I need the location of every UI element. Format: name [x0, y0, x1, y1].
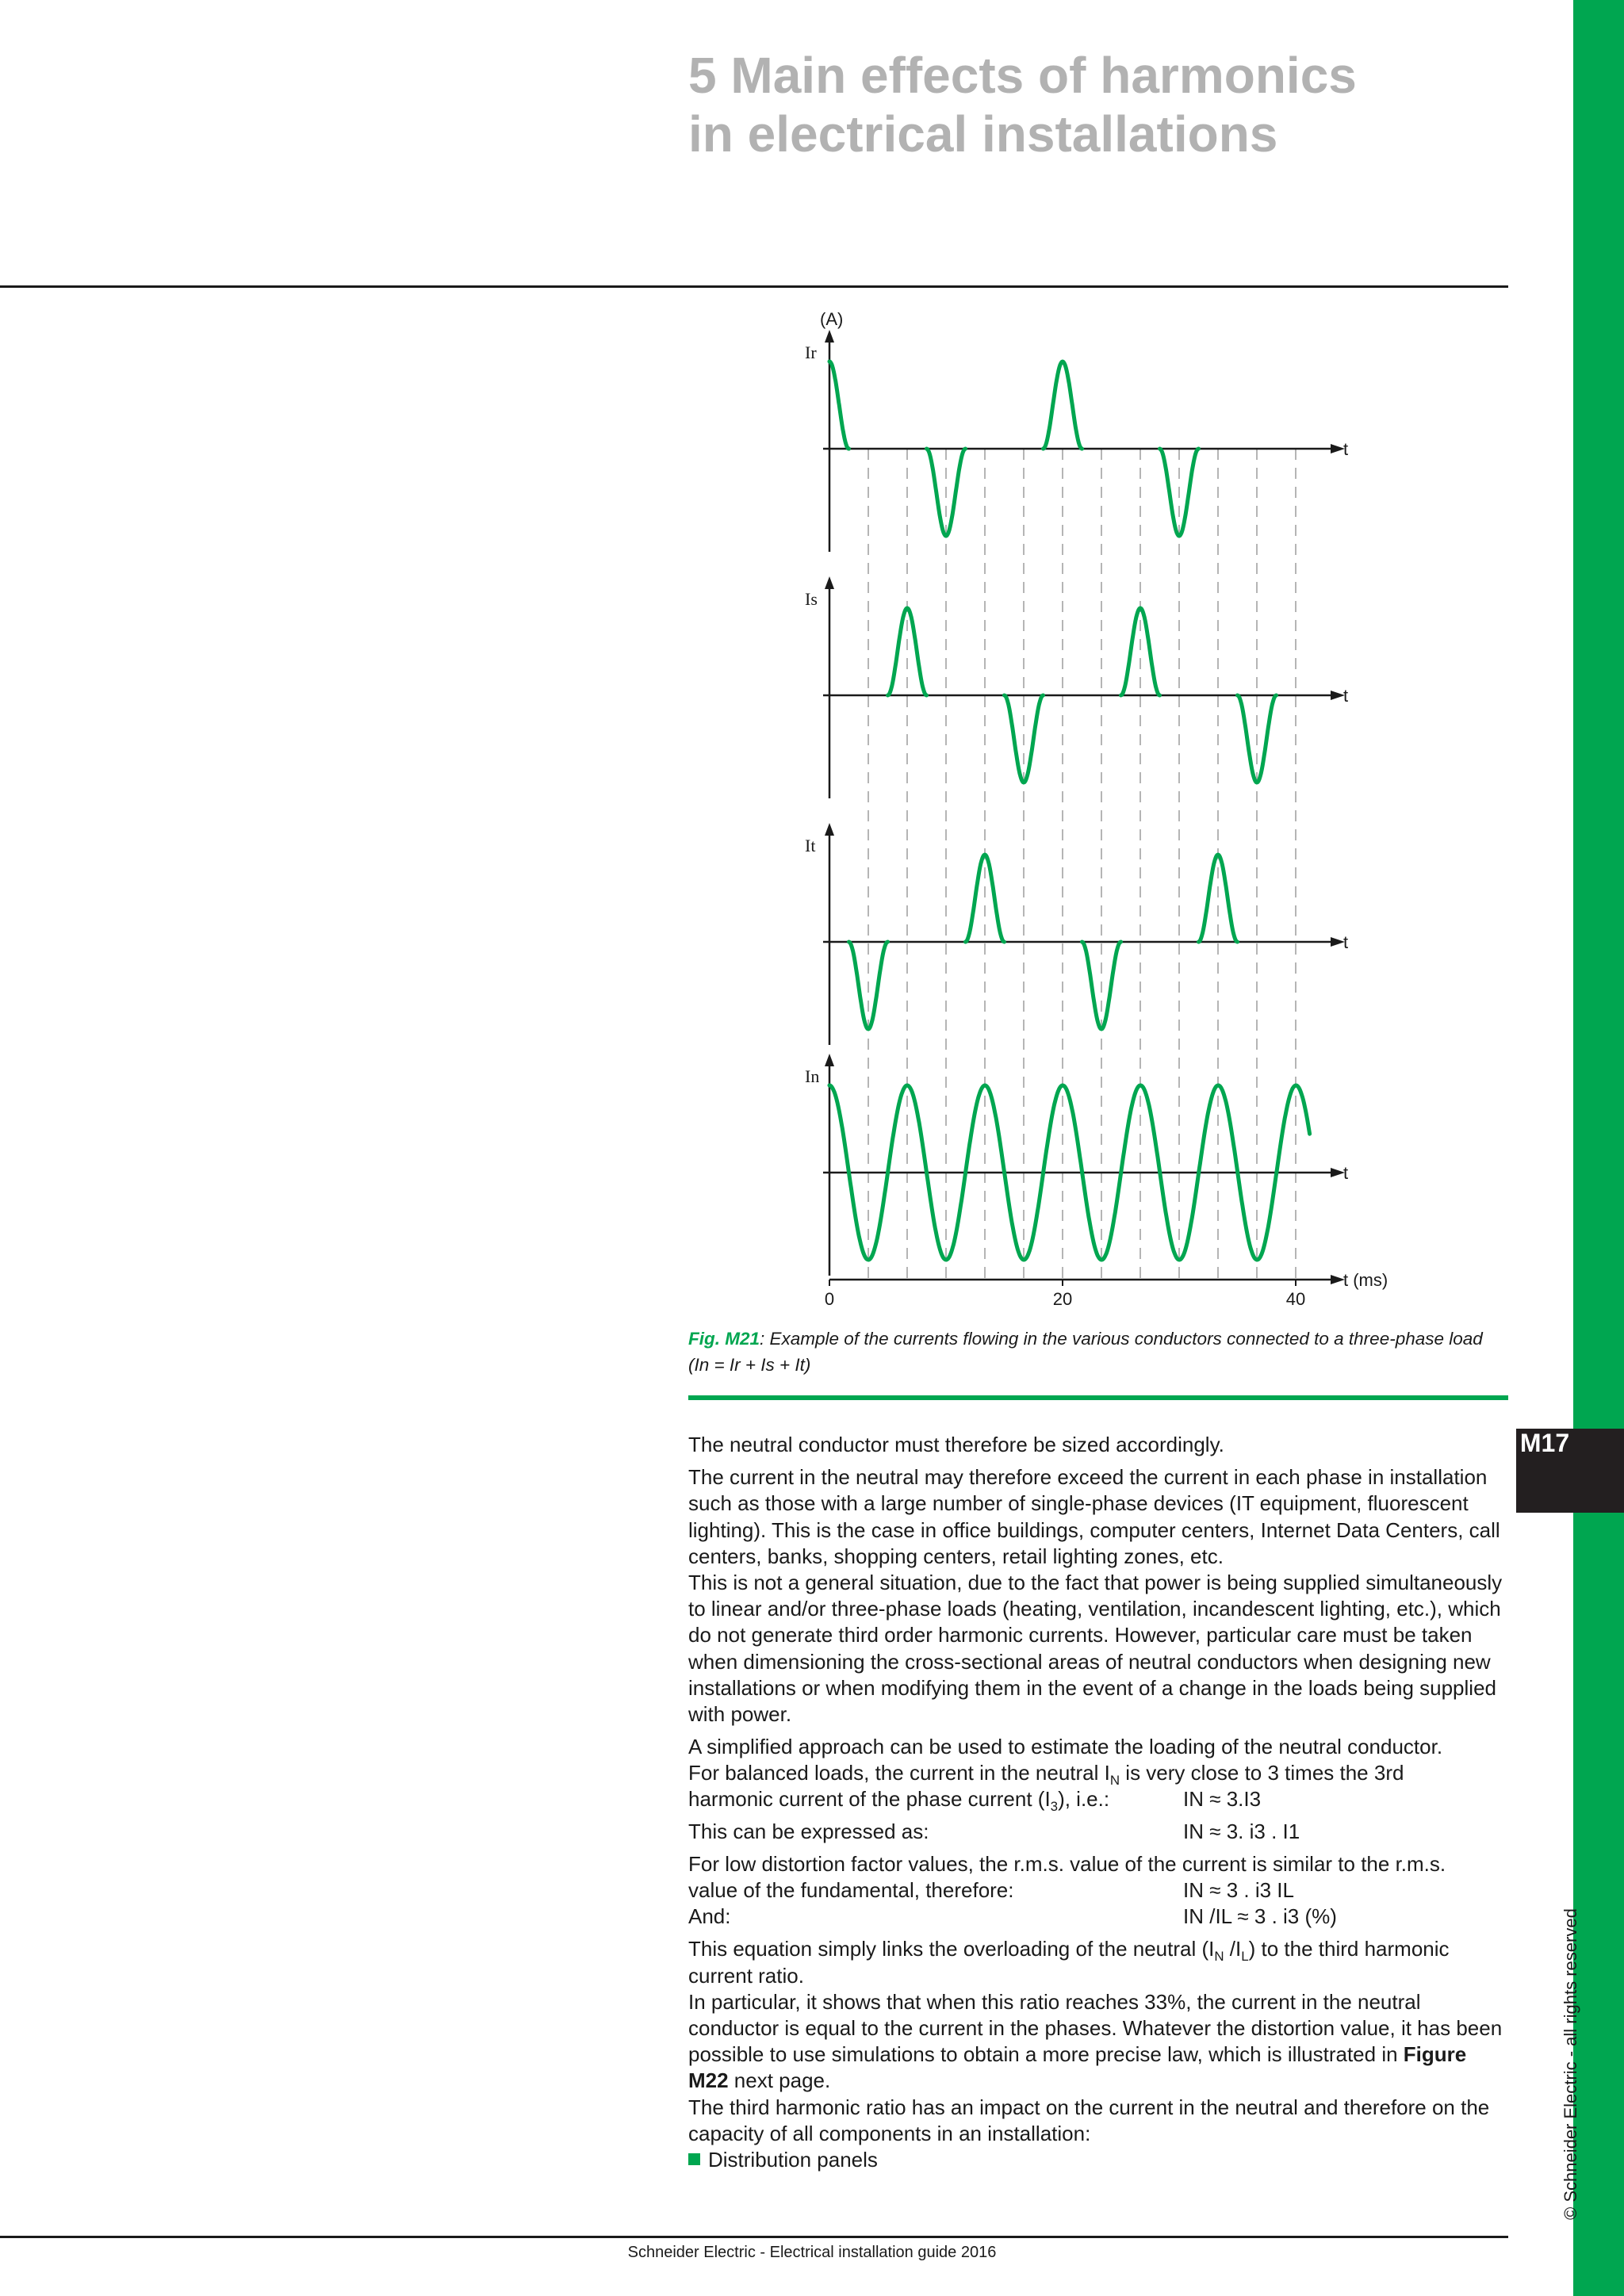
paragraph-4-line1: A simplified approach can be used to estimate the loading of the neutral conductor.	[688, 1735, 1443, 1759]
series-label-In: In	[805, 1066, 820, 1086]
equation-row-1: harmonic current of the phase current $(I_3)$, i.e.: IN ≈ 3.I3	[688, 1787, 1262, 1815]
page-number-tab: M17	[1516, 1429, 1624, 1513]
tick-label-0: 0	[824, 1289, 835, 1309]
paragraph-8: The third harmonic ratio has an impact on the current in the neutral and therefore on the capacity of all components in an installation:	[688, 2095, 1490, 2145]
paragraph-6: This equation simply links the overloading of the neutral ($I_N$ $/I_L$) to the third harmonic current ratio.	[688, 1937, 1450, 1988]
series-label-It: It	[805, 836, 816, 855]
bullet-square-icon	[688, 2153, 700, 2165]
paragraph-7: In particular, it shows that when this ratio reaches 33%, the current in the neutral conductor is equal to the current in the phases. Whatever the distortion value, it has been possible to use simulations to obtain a more precise law, which is illustrated in Figure M22 next page.	[688, 1989, 1503, 2093]
copyright-notice: © Schneider Electric - all rights reserved	[1561, 1908, 1580, 2220]
tick-label-40: 40	[1285, 1289, 1306, 1309]
footer-rule	[0, 2236, 1508, 2238]
y-axis-arrow-In	[825, 1054, 834, 1066]
figure-m21	[761, 301, 1427, 1316]
paragraph-5-line1: For low distortion factor values, the r.m.s. value of the current is similar to the r.m.s.	[688, 1852, 1446, 1877]
chapter-title-line1: 5 Main effects of harmonics	[688, 47, 1357, 104]
equation-4: IN /IL ≈ 3 . i3 (%)	[1183, 1904, 1337, 1929]
figure-caption	[688, 1326, 1508, 1378]
chapter-title	[688, 46, 1357, 163]
x-axis-end-label-It: t	[1343, 932, 1349, 952]
y-axis-arrow-Ir	[825, 330, 834, 342]
paragraph-4-line2: For balanced loads, the current in the neutral $I_N$ is very close to 3 times the 3rd	[688, 1761, 1404, 1789]
series-label-Ir: Ir	[805, 342, 817, 362]
y-axis-arrow-Is	[825, 576, 834, 589]
equation-row-4: And: IN /IL ≈ 3 . i3 (%)	[688, 1904, 1508, 1930]
x-axis-end-label-Ir: t	[1343, 439, 1349, 459]
figure-label: Fig. M21	[688, 1329, 760, 1349]
body-text	[688, 1432, 1508, 2173]
equation-1: IN ≈ 3.I3	[1183, 1787, 1262, 1812]
paragraph-2: The current in the neutral may therefore exceed the current in each phase in installation such as those with a large number of single-phase devices (IT equipment, fluorescent lighting). This is the case in office buildings, computer centers, Internet Data Centers, call centers, banks, shopping centers, retail lighting zones, etc.	[688, 1465, 1500, 1568]
equation-row-2: This can be expressed as: IN ≈ 3. i3 . I1	[688, 1819, 1508, 1845]
figure-reference: Figure M22	[688, 2042, 1467, 2093]
caption-rule	[688, 1395, 1508, 1400]
bullet-item: Distribution panels	[688, 2147, 1508, 2173]
x-axis-end-label-Is: t	[1343, 686, 1349, 706]
caption-text: : Example of the currents flowing in the various conductors connected to a three-phase load (In = Ir + Is + It)	[688, 1329, 1483, 1375]
y-axis-arrow-It	[825, 823, 834, 836]
paragraph-1: The neutral conductor must therefore be sized accordingly.	[688, 1433, 1224, 1456]
time-axis-label: t (ms)	[1343, 1270, 1388, 1290]
equation-3: IN ≈ 3 . i3 IL	[1183, 1878, 1294, 1903]
x-axis-end-label-In: t	[1343, 1163, 1349, 1183]
equation-row-3: value of the fundamental, therefore: IN ≈ 3 . i3 IL	[688, 1877, 1508, 1904]
paragraph-3: This is not a general situation, due to the fact that power is being supplied simultaneously to linear and/or three-phase loads (heating, ventilation, incandescent lighting, etc.), which do not generate third order harmonic currents. However, particular care must be taken when dimensioning the cross-sectional areas of neutral conductors when designing new installations or when modifying them in the event of a change in the loads being supplied with power.	[688, 1571, 1503, 1727]
footer-text: Schneider Electric - Electrical installation guide 2016	[627, 2244, 997, 2261]
chapter-title-line2: in electrical installations	[688, 105, 1278, 163]
series-label-Is: Is	[805, 589, 818, 609]
unit-label: (A)	[820, 309, 844, 329]
header-rule	[0, 285, 1508, 288]
tick-label-20: 20	[1052, 1289, 1073, 1309]
equation-2: IN ≈ 3. i3 . I1	[1183, 1820, 1300, 1844]
current-waveform-chart	[761, 301, 1427, 1316]
